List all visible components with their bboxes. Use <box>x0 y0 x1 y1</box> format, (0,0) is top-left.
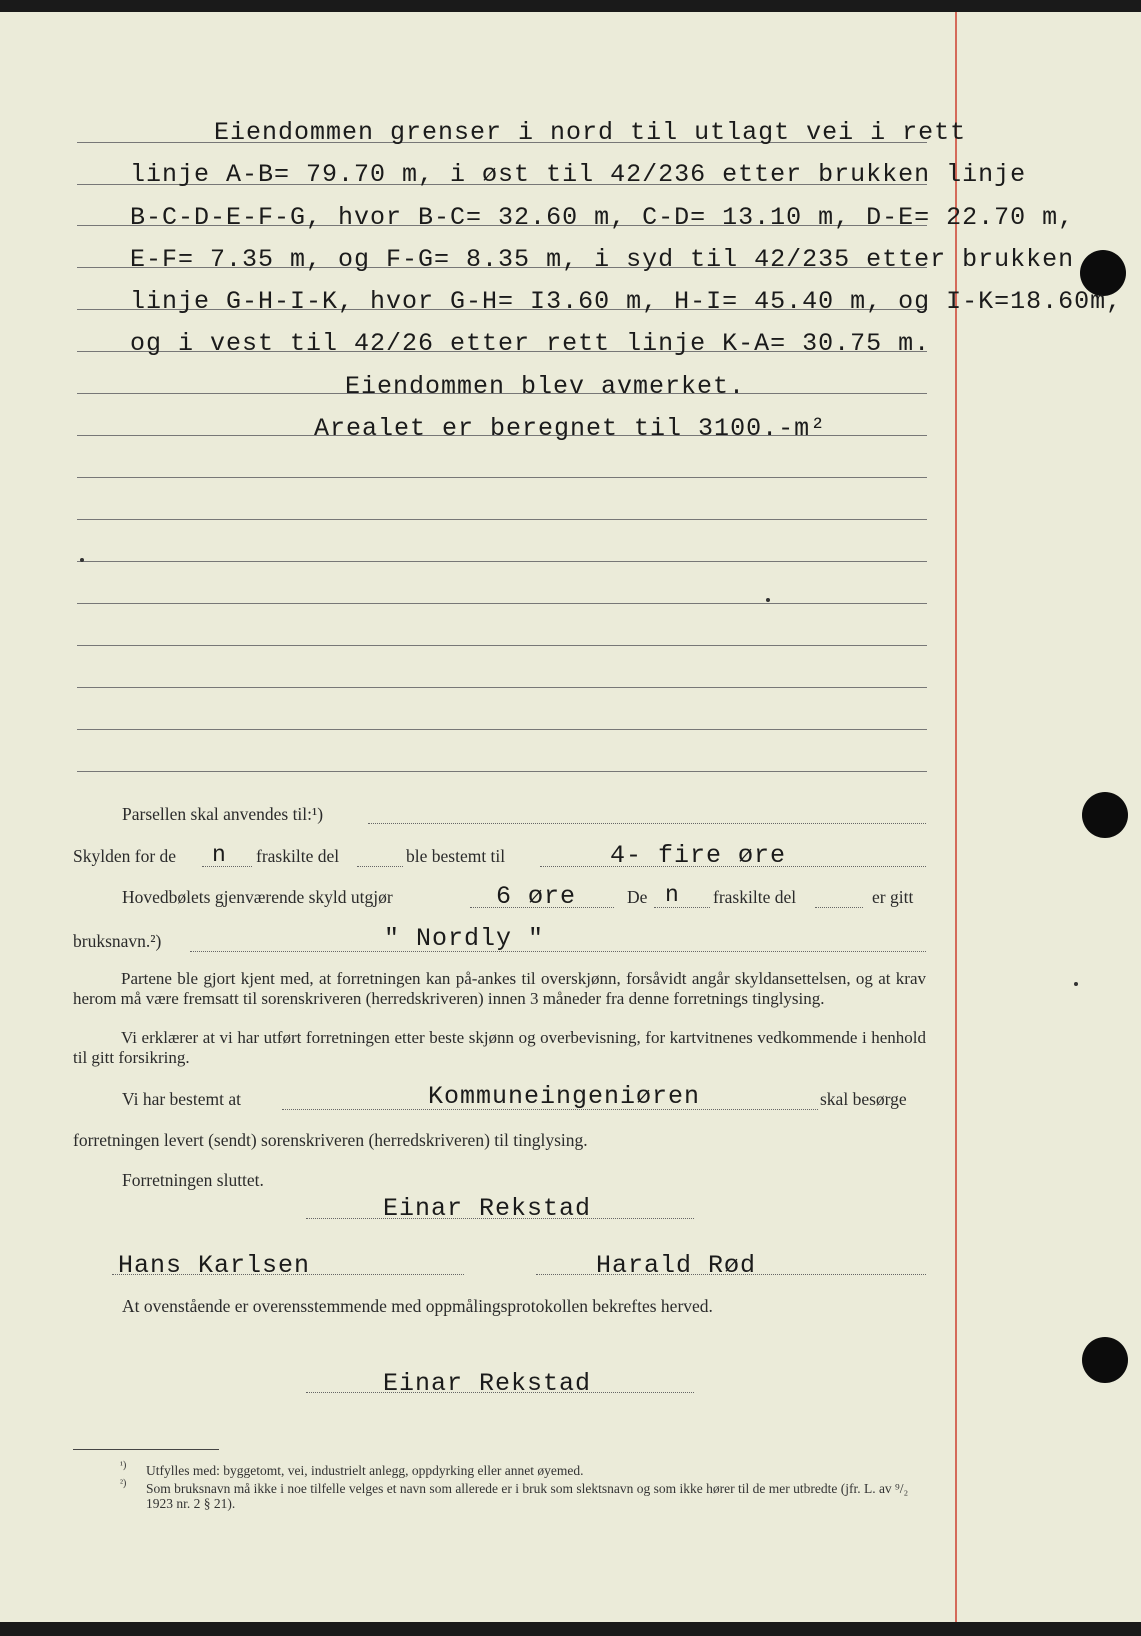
signature-main: Einar Rekstad <box>383 1194 592 1223</box>
tax-label-3: ble bestemt til <box>406 846 506 866</box>
footnote-2: Som bruksnavn må ikke i noe tilfelle velges et navn som allerede er i bruk som slektsnavn og som ikke hører til de mer utbredte (jfr. L. av ⁹/₂ 1923 nr. 2 § 21). <box>146 1481 909 1511</box>
tax-label-1: Skylden for de <box>73 846 177 866</box>
footnote-separator <box>73 1449 219 1450</box>
appeal-paragraph: Partene ble gjort kjent med, at forretningen kan på-ankes til overskjønn, forsåvidt angår skyldansettelsen, og at krav herom må være fremsatt til sorenskriveren (herredskriveren) innen 3 måneder fra denne forretnings tinglysing. <box>73 969 926 1008</box>
decided-tail: skal besørge <box>820 1089 907 1109</box>
footnote-1: Utfylles med: byggetomt, vei, industrielt anlegg, oppdyrking eller annet øyemed. <box>146 1463 584 1478</box>
main-value: 6 øre <box>496 882 577 911</box>
protocol-page <box>0 12 1141 1622</box>
signature-left: Hans Karlsen <box>118 1251 311 1280</box>
fill-line <box>357 866 403 867</box>
ruled-line <box>77 645 927 646</box>
decided-label: Vi har bestemt at <box>122 1089 241 1109</box>
tax-label-2: fraskilte del <box>256 846 340 866</box>
description-line-5: linje G-H-I-K, hvor G-H= I3.60 m, H-I= 45.40 m, og I-K=18.60m, <box>130 287 1123 316</box>
decided-value: Kommuneingeniøren <box>428 1082 701 1111</box>
tax-fill-1: n <box>212 842 227 868</box>
fill-line <box>654 907 710 908</box>
ink-speck <box>1074 982 1078 986</box>
description-line-6: og i vest til 42/26 etter rett linje K-A= 30.75 m. <box>130 329 931 358</box>
ruled-line <box>77 477 927 478</box>
ruled-line <box>77 687 927 688</box>
punch-hole-middle <box>1082 792 1128 838</box>
main-label-1: Hovedbølets gjenværende skyld utgjør <box>122 887 393 907</box>
ruled-line <box>77 729 927 730</box>
description-line-3: B-C-D-E-F-G, hvor B-C= 32.60 m, C-D= 13.10 m, D-E= 22.70 m, <box>130 203 1075 232</box>
fill-line <box>368 823 926 824</box>
ruled-line <box>77 771 927 772</box>
closed-text: Forretningen sluttet. <box>122 1170 264 1190</box>
ruled-line <box>77 519 927 520</box>
ruled-line <box>77 561 927 562</box>
declaration-paragraph: Vi erklærer at vi har utført forretningen etter beste skjønn og overbevisning, for kartvitnenes vedkommende i henhold til gitt forsikring. <box>73 1028 926 1067</box>
fill-line <box>202 866 252 867</box>
description-line-1: Eiendommen grenser i nord til utlagt vei i rett <box>214 118 967 147</box>
name-label: bruksnavn.²) <box>73 931 162 951</box>
description-line-4: E-F= 7.35 m, og F-G= 8.35 m, i syd til 42/235 etter brukken <box>130 245 1075 274</box>
name-value: " Nordly " <box>384 924 545 953</box>
ink-speck <box>766 598 770 602</box>
fill-line <box>815 907 863 908</box>
main-label-4: er gitt <box>872 887 914 907</box>
main-label-2: De <box>627 887 648 907</box>
description-area: Arealet er beregnet til 3100.-m² <box>314 414 827 443</box>
confirm-text: At ovenstående er overensstemmende med oppmålingsprotokollen bekreftes herved. <box>122 1296 713 1316</box>
main-label-3: fraskilte del <box>713 887 797 907</box>
description-line-2: linje A-B= 79.70 m, i øst til 42/236 etter brukken linje <box>130 160 1027 189</box>
punch-hole-bottom <box>1082 1337 1128 1383</box>
ink-speck <box>80 558 84 562</box>
tax-value: 4- fire øre <box>610 841 787 870</box>
description-marked: Eiendommen blev avmerket. <box>345 372 746 401</box>
fill-line <box>190 951 926 952</box>
footnote-mark-2: ²) <box>120 1478 127 1489</box>
delivered-text: forretningen levert (sendt) sorenskriveren (herredskriveren) til tinglysing. <box>73 1130 588 1150</box>
main-fill: n <box>665 882 680 908</box>
footnote-mark-1: ¹) <box>120 1460 127 1471</box>
signature-right: Harald Rød <box>596 1251 757 1280</box>
use-label: Parsellen skal anvendes til:¹) <box>122 804 324 824</box>
confirm-signature: Einar Rekstad <box>383 1369 592 1398</box>
ruled-line <box>77 603 927 604</box>
